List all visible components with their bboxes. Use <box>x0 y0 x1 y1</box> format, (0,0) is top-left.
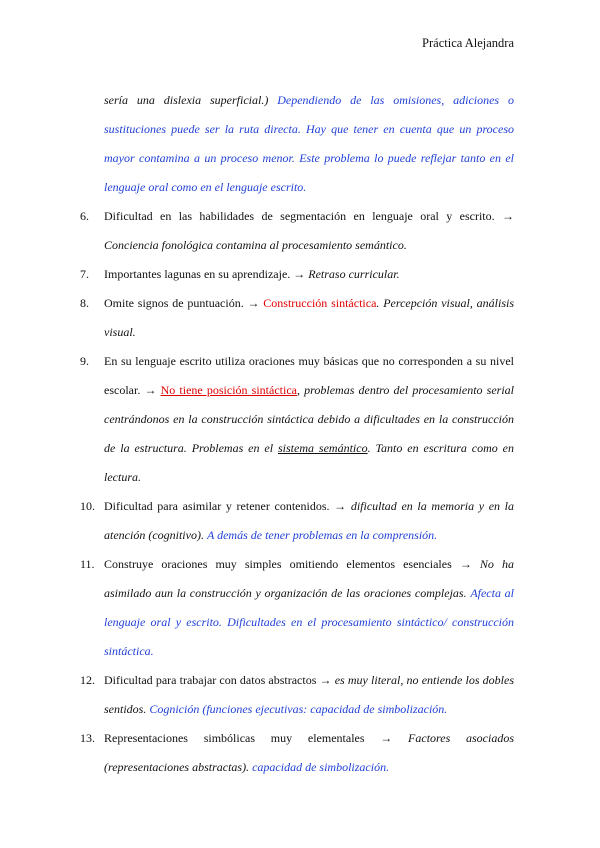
list-number: 6. <box>80 209 89 223</box>
item-italic: No ha asimilado aun la construcción y organización de las oraciones complejas. <box>104 557 515 600</box>
item-blue-text: capacidad de simbolización. <box>252 760 390 774</box>
list-item-13 <box>80 724 514 782</box>
item-italic: Factores asociados (representaciones abstractas). <box>104 731 515 774</box>
item-italic: dificultad en la memoria y en la atención (cognitivo). <box>104 499 515 542</box>
item-italic: Retraso curricular. <box>308 267 400 281</box>
list-number: 11. <box>80 557 95 571</box>
item-text: Dificultad en las habilidades de segmentación en lenguaje oral y escrito. → <box>104 209 514 223</box>
list-number: 9. <box>80 354 89 368</box>
item-italic: Conciencia fonológica contamina al procesamiento semántico. <box>104 238 407 252</box>
item-italic-b: . Tanto en escritura como en lectura. <box>104 441 515 484</box>
list-item-6 <box>80 202 514 260</box>
list-item-11 <box>80 550 514 666</box>
item-text: Dificultad para trabajar con datos abstractos → <box>104 673 332 687</box>
intro-blue-text: Dependiendo de las omisiones, adiciones o sustituciones puede ser la ruta directa. Hay que tener en cuenta que un proceso mayor contamina a un proceso menor. Este problema lo puede reflejar tanto en el lenguaje oral como en el lenguaje escrito. <box>104 93 514 194</box>
item-blue-text: Afecta al lenguaje oral y escrito. Dificultades en el procesamiento sintáctico/ construcción sintáctica. <box>104 586 515 658</box>
item-red-text: Construcción sintáctica <box>263 296 377 310</box>
numbered-list <box>80 202 514 782</box>
list-item-12 <box>80 666 514 724</box>
item-italic-a: , problemas dentro del procesamiento serial centrándonos en la construcción sintáctica debido a dificultades en la construcción de la estructura. Problemas en el <box>104 383 515 455</box>
item-text: Omite signos de puntuación. → <box>104 296 260 310</box>
list-number: 13. <box>80 731 95 745</box>
item-text: Representaciones simbólicas muy elementales → <box>104 731 393 745</box>
item-text: Construye oraciones muy simples omitiendo elementos esenciales → <box>104 557 472 571</box>
item-italic-underlined: sistema semántico <box>278 441 368 455</box>
item-italic: . Percepción visual, análisis visual. <box>104 296 514 339</box>
document-body <box>80 86 514 782</box>
list-item-10 <box>80 492 514 550</box>
intro-paragraph <box>80 86 514 202</box>
intro-black-text: sería una dislexia superficial.) <box>104 93 269 107</box>
list-number: 10. <box>80 499 95 513</box>
item-blue-text: A demás de tener problemas en la comprensión. <box>206 528 438 542</box>
list-item-9 <box>80 347 514 492</box>
item-italic: es muy literal, no entiende los dobles sentidos. <box>104 673 515 716</box>
item-text: Dificultad para asimilar y retener contenidos. → <box>104 499 347 513</box>
list-item-8 <box>80 289 514 347</box>
item-blue-text: Cognición (funciones ejecutivas: capacidad de simbolización. <box>149 702 448 716</box>
item-red-underlined: No tiene posición sintáctica <box>160 383 297 397</box>
page-header: Práctica Alejandra <box>422 36 514 50</box>
list-number: 12. <box>80 673 95 687</box>
item-text: En su lenguaje escrito utiliza oraciones muy básicas que no corresponden a su nivel escolar. → <box>104 354 514 397</box>
list-item-7 <box>80 260 514 289</box>
list-number: 8. <box>80 296 89 310</box>
item-text: Importantes lagunas en su aprendizaje. → <box>104 267 306 281</box>
list-number: 7. <box>80 267 89 281</box>
